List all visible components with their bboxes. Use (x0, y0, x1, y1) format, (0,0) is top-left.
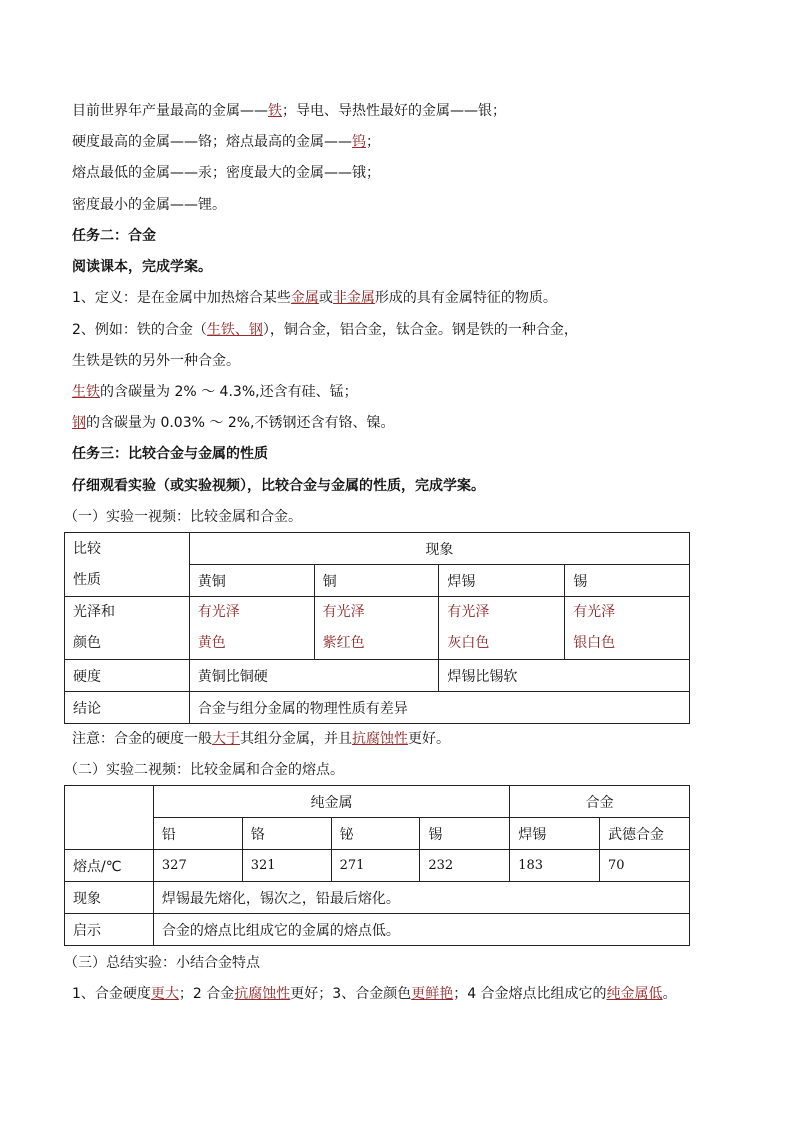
pure-metal-header: 纯金属 (153, 786, 509, 818)
experiment2-heading: （二）实验二视频：比较金属和合金的熔点。 (64, 762, 344, 778)
melting-point-value: 232 (420, 850, 510, 882)
note-line: 注意：合金的硬度一般大于其组分金属，并且抗腐蚀性更好。 (72, 731, 450, 747)
text-line-1: 目前世界年产量最高的金属——铁；导电、导热性最好的金属——银； (72, 103, 506, 119)
table-cell: 有光泽 黄色 (189, 597, 314, 660)
alloy-property-table (64, 532, 690, 724)
table-cell: 有光泽 银白色 (565, 597, 690, 660)
col-header: 铬 (242, 818, 331, 850)
phenomenon-header: 现象 (189, 533, 689, 565)
conclusion-label: 结论 (65, 692, 190, 724)
text-line-3: 熔点最低的金属——汞；密度最大的金属——锇； (72, 165, 380, 181)
alloy-header: 合金 (510, 786, 690, 818)
col-header: 锡 (565, 565, 690, 597)
experiment1-heading: （一）实验一视频：比较金属和合金。 (64, 509, 302, 525)
phenomenon-value: 焊锡最先熔化，锡次之，铅最后熔化。 (153, 882, 689, 914)
hardness-label: 硬度 (65, 660, 190, 692)
task3-instruction: 仔细观看实验（或实验视频），比较合金与金属的性质，完成学案。 (72, 478, 485, 494)
insight-label: 启示 (65, 914, 154, 946)
col-header: 铅 (153, 818, 242, 850)
insight-value: 合金的熔点比组成它的金属的熔点低。 (153, 914, 689, 946)
section-heading-task2: 任务二：合金 (72, 228, 156, 244)
empty-corner-cell (65, 786, 154, 850)
phenomenon-label: 现象 (65, 882, 154, 914)
col-header: 铜 (314, 565, 439, 597)
steel-line: 钢的含碳量为 0.03% ～ 2%,不锈钢还含有铬、镍。 (72, 415, 395, 431)
col-header: 铋 (331, 818, 420, 850)
read-instruction: 阅读课本，完成学案。 (72, 259, 212, 275)
example-line-2: 生铁是铁的另外一种合金。 (72, 353, 240, 369)
col-header: 锡 (420, 818, 510, 850)
melting-point-table (64, 785, 690, 946)
pig-iron-line: 生铁的含碳量为 2% ～ 4.3%,还含有硅、锰； (72, 384, 358, 400)
melting-point-label: 熔点/℃ (65, 850, 154, 882)
hardness-brass: 黄铜比铜硬 (189, 660, 439, 692)
experiment3-heading: （三）总结实验：小结合金特点 (64, 955, 260, 971)
hardness-solder: 焊锡比锡软 (439, 660, 690, 692)
table-cell: 有光泽 紫红色 (314, 597, 439, 660)
col-header: 黄铜 (189, 565, 314, 597)
col-header: 武德合金 (600, 818, 690, 850)
melting-point-value: 321 (242, 850, 331, 882)
melting-point-value: 183 (510, 850, 600, 882)
conclusion-value: 合金与组分金属的物理性质有差异 (189, 692, 689, 724)
luster-color-label: 光泽和 颜色 (65, 597, 190, 660)
melting-point-value: 271 (331, 850, 420, 882)
text-line-4: 密度最小的金属——锂。 (72, 197, 226, 213)
text-line-2: 硬度最高的金属——铬；熔点最高的金属——钨； (72, 134, 380, 150)
table-cell: 有光泽 灰白色 (439, 597, 565, 660)
col-header: 焊锡 (510, 818, 600, 850)
melting-point-value: 327 (153, 850, 242, 882)
section-heading-task3: 任务三：比较合金与金属的性质 (72, 446, 268, 462)
col-header: 焊锡 (439, 565, 565, 597)
summary-line: 1、合金硬度更大；2 合金抗腐蚀性更好；3、合金颜色更鲜艳；4 合金熔点比组成它的纯金属低。 (72, 986, 677, 1002)
example-line: 2、例如：铁的合金（生铁、钢），铜合金，铝合金，钛合金。钢是铁的一种合金， (72, 322, 578, 338)
compare-header: 比较 性质 (65, 533, 190, 597)
definition-line: 1、定义：是在金属中加热熔合某些金属或非金属形成的具有金属特征的物质。 (72, 290, 557, 306)
melting-point-value: 70 (600, 850, 690, 882)
